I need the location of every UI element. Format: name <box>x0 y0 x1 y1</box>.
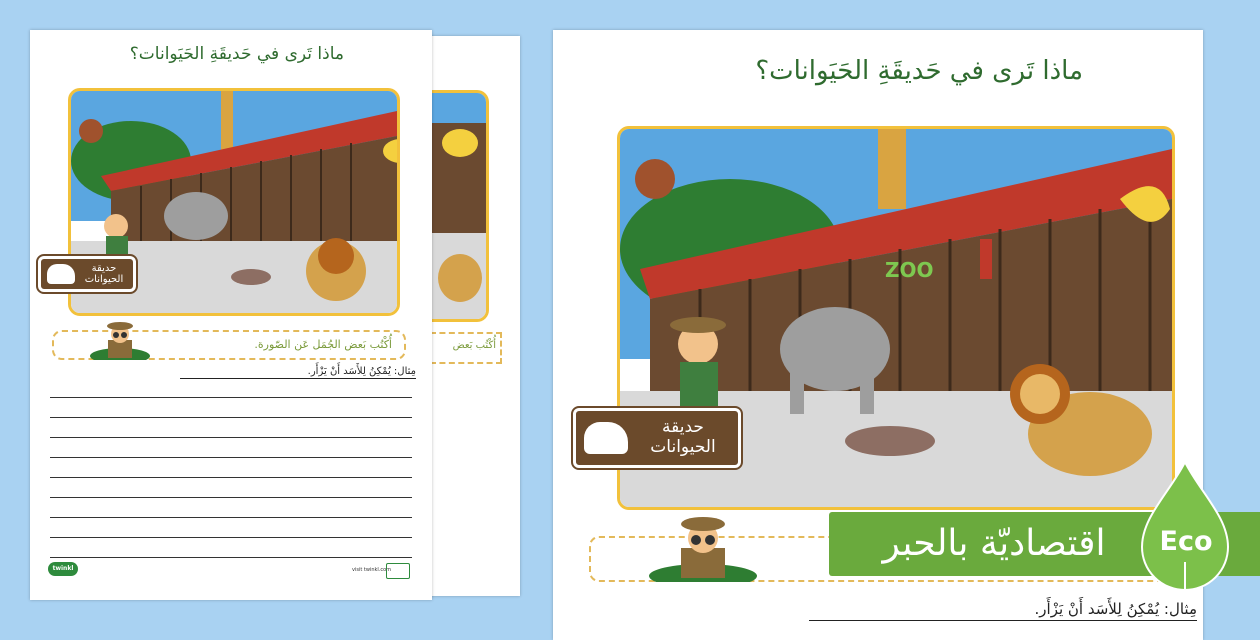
elephant-icon <box>47 264 75 284</box>
answer-line <box>50 557 412 558</box>
twinkl-logo: twinkl <box>48 562 78 576</box>
writing-prompt-back <box>430 332 502 364</box>
page-title-large: ماذا تَرى في حَديقَةِ الحَيَوانات؟ <box>755 56 1083 86</box>
explorer-icon-small <box>90 318 150 360</box>
zoo-sign-small <box>38 256 136 292</box>
answer-line <box>50 537 412 538</box>
sign-line-2: الحيوانات <box>650 437 716 457</box>
zoo-illustration-back <box>430 90 489 322</box>
answer-line <box>50 417 412 418</box>
prompt-back-text: أُكْتُب بَعض <box>452 340 496 351</box>
answer-line <box>50 437 412 438</box>
page-title-small: ماذا تَرى في حَديقَةِ الحَيَوانات؟ <box>129 44 344 64</box>
zoo-sign-large <box>573 408 741 468</box>
elephant-icon <box>584 422 628 454</box>
sign-line-1: حديقة <box>91 262 117 274</box>
answer-line <box>50 457 412 458</box>
eco-label: Eco <box>1159 526 1213 557</box>
prompt-text-small: أُكْتُب بَعض الجُمَل عَن الصّورة. <box>254 338 392 351</box>
answer-line <box>50 517 412 518</box>
example-sentence-large: مِثال: يُمْكِنُ لِلأَسَد أَنْ يَزْأَر. <box>809 600 1197 621</box>
answer-line <box>50 477 412 478</box>
footer-url: visit twinkl.com <box>352 567 392 573</box>
answer-line <box>50 397 412 398</box>
sign-line-1: حديقة <box>662 417 704 438</box>
example-sentence-small: مِثال: يُمْكِنُ لِلأَسَد أَنْ يَزْأَر. <box>180 366 416 379</box>
answer-line <box>50 497 412 498</box>
footer-badge-icon <box>386 563 410 579</box>
sign-line-2: الحيوانات <box>84 274 124 285</box>
eco-ink-text: اقتصاديّة بالحبر <box>882 523 1106 564</box>
worksheet-preview-small <box>30 30 432 600</box>
explorer-icon-large <box>649 512 757 582</box>
zoo-building-text: ZOO <box>885 258 934 282</box>
